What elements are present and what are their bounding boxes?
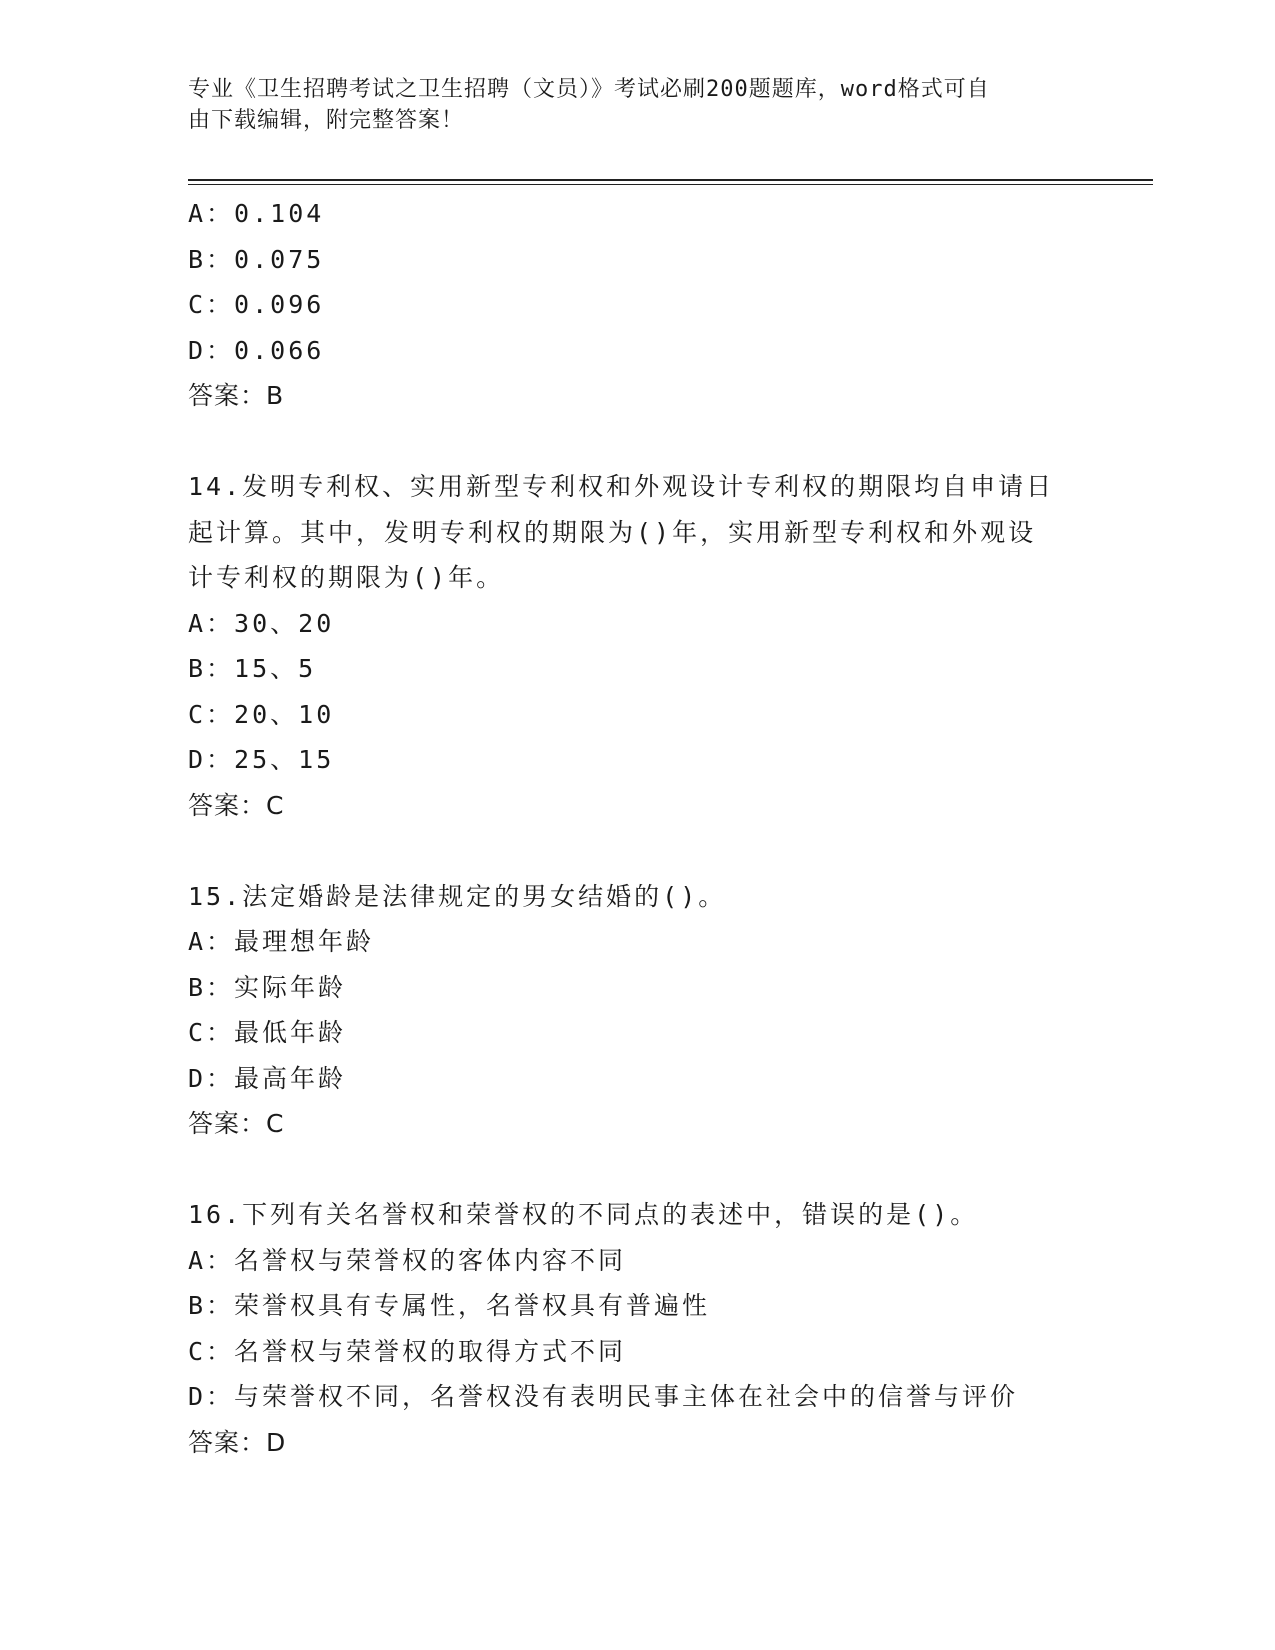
question-15 [188,874,1088,1147]
option-a: A：30、20 [188,608,335,638]
option-b: B：0.075 [188,244,325,274]
question-stem [188,1192,1088,1238]
option-d: D：最高年龄 [188,1063,347,1093]
document-header [188,74,1088,136]
spacer [188,1147,1088,1193]
option-b: B：实际年龄 [188,972,347,1002]
question-stem-line: 14.发明专利权、实用新型专利权和外观设计专利权的期限均自申请日 [188,472,1055,501]
question-14 [188,464,1088,828]
option-a: A：最理想年龄 [188,927,375,956]
header-line-1: 专业《卫生招聘考试之卫生招聘（文员）》考试必刷200题题库，word格式可自 [188,77,990,102]
answer-line: 答案：C [188,790,285,820]
option-b: B：15、5 [188,654,317,683]
spacer [188,419,1088,465]
option-c: C：名誉权与荣誉权的取得方式不同 [188,1336,627,1366]
option-c: C：20、10 [188,699,335,729]
header-divider-thick [188,179,1153,181]
option-a: A：0.104 [188,199,325,228]
option-b: B：荣誉权具有专属性，名誉权具有普遍性 [188,1291,711,1320]
option-a: A：名誉权与荣誉权的客体内容不同 [188,1245,627,1275]
question-stem-line: 15.法定婚龄是法律规定的男女结婚的()。 [188,881,727,911]
option-d: D：与荣誉权不同，名誉权没有表明民事主体在社会中的信誉与评价 [188,1382,1019,1411]
question-list [188,191,1088,1465]
option-c: C：0.096 [188,290,325,319]
question-stem [188,464,1088,601]
header-divider-thin [188,184,1153,185]
spacer [188,828,1088,874]
option-c: C：最低年龄 [188,1018,347,1047]
question-stem-line: 16.下列有关名誉权和荣誉权的不同点的表述中，错误的是()。 [188,1200,979,1229]
question-16 [188,1192,1088,1465]
header-line-2: 由下载编辑，附完整答案！ [188,108,465,133]
answer-line: 答案：C [188,1109,285,1138]
question-stem-line: 起计算。其中，发明专利权的期限为()年，实用新型专利权和外观设 [188,517,1037,547]
question-stem-line: 计专利权的期限为()年。 [188,563,505,592]
option-d: D：25、15 [188,745,335,774]
question-stem [188,874,1088,920]
option-d: D：0.066 [188,335,325,365]
question-13-continued [188,191,1088,419]
answer-line: 答案：D [188,1427,287,1457]
answer-line: 答案：B [188,381,285,410]
